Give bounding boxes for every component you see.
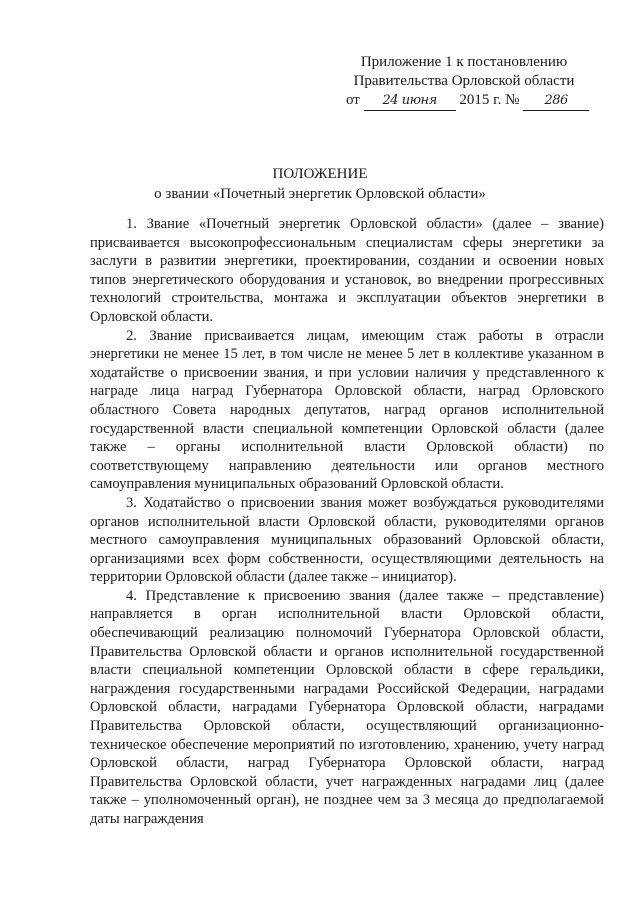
document-subtitle: о звании «Почетный энергетик Орловской области» xyxy=(154,186,486,202)
appendix-line-2: Правительства Орловской области xyxy=(353,73,575,89)
paragraph-4: 4. Представление к присвоению звания (далее также – представление) направляется в орган исполнительной власти Орловской области, обеспечивающий реализацию полномочий Губернатора Орловской области, Правительства Орловской области и органов исполнительной государственной власти специальной компетенции Орловской области в сфере геральдики, награждения государственными наградами Российской Федерации, наградами Орловской области, наградами Губернатора Орловской области, наградами Правительства Орловской области, осуществляющий организационно-техническое обеспечение мероприятий по изготовлению, хранению, учету наград Орловской области, наград Губернатора Орловской области, наград Правительства Орловской области, учет награжденных наградами лиц (далее также – уполномоченный орган), не позднее чем за 3 месяца до предполагаемой даты награждения xyxy=(90,587,604,827)
year-label: 2015 г. № xyxy=(459,92,520,108)
document-heading xyxy=(0,164,640,204)
document-body xyxy=(90,215,604,829)
appendix-reference-line xyxy=(340,91,588,111)
paragraph-2: 2. Звание присваивается лицам, имеющим стаж работы в отрасли энергетики не менее 15 лет, в том числе не менее 5 лет в коллективе указанном в ходатайстве о присвоении звания, и при условии наличия у представленного к награде лица наград Губернатора Орловской области, наград Орловского областного Совета народных депутатов, наград органов исполнительной государственной власти специальной компетенции Орловской области (далее также – органы исполнительной власти Орловской области) по соответствующему направлению деятельности или органов местного самоуправления муниципальных образований Орловской области. xyxy=(90,327,604,493)
from-label: от xyxy=(346,92,360,108)
paragraph-3: 3. Ходатайство о присвоении звания может возбуждаться руководителями органов исполнительной власти Орловской области, руководителями органов местного самоуправления муниципальных образований Орловской области, организациями всех форм собственности, осуществляющими деятельность на территории Орловской области (далее также – инициатор). xyxy=(90,494,604,586)
paragraph-1: 1. Звание «Почетный энергетик Орловской области» (далее – звание) присваивается высокопрофессиональным специалистам сферы энергетики за заслуги в развитии энергетики, проектировании, создании и освоении новых типов энергетического оборудования и установок, во внедрении прогрессивных технологий строительства, монтажа и эксплуатации объектов энергетики в Орловской области. xyxy=(90,216,604,325)
document-title: ПОЛОЖЕНИЕ xyxy=(272,166,368,182)
handwritten-number: 286 xyxy=(523,91,589,111)
appendix-line-1: Приложение 1 к постановлению xyxy=(360,54,568,70)
handwritten-date: 24 июня xyxy=(364,91,456,111)
appendix-note xyxy=(340,53,588,111)
